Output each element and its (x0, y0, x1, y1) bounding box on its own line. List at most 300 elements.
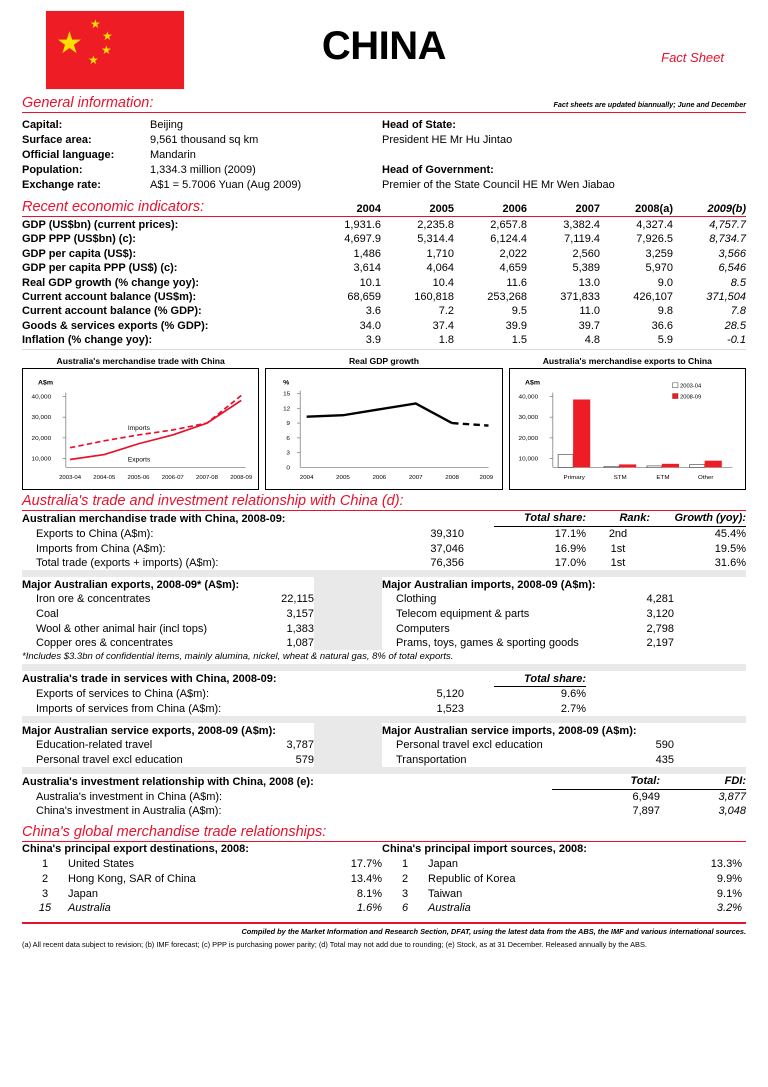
global-trade-block (22, 842, 746, 916)
column-gutter (314, 577, 382, 650)
services-trade-block (22, 671, 746, 716)
row-label: Total trade (exports + imports) (A$m): (36, 557, 219, 570)
table-row (22, 636, 314, 651)
cell-value: 5,120 (436, 688, 464, 701)
table-row (382, 871, 742, 886)
svg-text:Exports: Exports (127, 456, 151, 464)
table-row (22, 621, 314, 636)
svg-text:2008: 2008 (445, 475, 460, 482)
section-title: China's global merchandise trade relationships: (22, 823, 327, 840)
column-header-rank: Rank: (586, 511, 650, 526)
cell-value: 36.6 (651, 319, 673, 332)
row-label: Telecom equipment & parts (396, 607, 530, 620)
svg-text:2008-09: 2008-09 (679, 394, 701, 401)
line-chart-svg (266, 369, 501, 489)
table-row (22, 607, 314, 622)
cell-value: 34.0 (359, 319, 381, 332)
table-row (382, 636, 674, 651)
svg-text:2005-06: 2005-06 (127, 475, 150, 482)
cell-growth: 45.4% (714, 527, 746, 540)
gi-right-value: President HE Mr Hu Jintao (382, 134, 513, 147)
svg-text:2006-07: 2006-07 (161, 475, 184, 482)
cell-value: 4,659 (499, 262, 527, 275)
row-label: Real GDP growth (% change yoy): (22, 276, 200, 289)
cell-value: 5,970 (645, 262, 673, 275)
cell-value: 1,383 (286, 622, 314, 635)
block-title: Major Australian service exports, 2008-09 (A$m): (22, 724, 276, 737)
merchandise-trade-table (22, 511, 746, 570)
chart-merchandise-exports (509, 356, 746, 490)
svg-text:2007-08: 2007-08 (195, 475, 218, 482)
cell-value: 5.9 (600, 333, 673, 350)
table-row (22, 133, 746, 148)
cell-value: 2,197 (646, 637, 674, 650)
cell-value: 9.8 (657, 305, 673, 318)
table-row (22, 871, 382, 886)
svg-text:40,000: 40,000 (518, 393, 538, 401)
svg-text:10,000: 10,000 (31, 455, 52, 463)
svg-text:20,000: 20,000 (518, 435, 538, 442)
section-title: General information: (22, 95, 154, 111)
column-header-total-share: Total share: (494, 511, 586, 526)
major-exports-column (22, 577, 314, 650)
block-title: Australia's trade in services with China, 2008-09: (22, 672, 277, 685)
table-row (22, 177, 746, 192)
row-label: Computers (396, 622, 450, 635)
cell-value: 1,087 (286, 637, 314, 650)
table-row (382, 738, 674, 753)
cell-rank: 3 (41, 887, 49, 900)
svg-text:2007: 2007 (409, 475, 423, 482)
chart-frame (22, 368, 259, 490)
table-row (22, 261, 746, 275)
compiled-by-note: Compiled by the Market Information and Research Section, DFAT, using the latest data from the ABS, the IMF and various international sources. (241, 926, 746, 936)
cell-value: 1,523 (436, 702, 464, 715)
cell-rank: 2 (41, 872, 49, 885)
cell-value: 5,389 (572, 262, 600, 275)
gi-spacer (382, 148, 746, 163)
cell-value: 8.5 (730, 276, 746, 289)
cell-fdi: 3,048 (718, 805, 746, 818)
general-information-heading (22, 95, 746, 113)
cell-value: 13.0 (578, 276, 600, 289)
svg-text:40,000: 40,000 (31, 393, 52, 401)
table-row (22, 275, 746, 289)
chart-frame (265, 368, 502, 490)
cell-value: 11.0 (579, 305, 600, 318)
table-row (22, 148, 746, 163)
cell-value: 1,710 (426, 247, 454, 260)
cell-country: Japan (428, 857, 458, 870)
cell-growth: 31.6% (714, 557, 746, 570)
cell-value: 371,833 (560, 290, 600, 303)
row-label: Exports of services to China (A$m): (36, 688, 210, 701)
column-gutter (314, 723, 382, 767)
svg-text:3: 3 (286, 449, 291, 457)
service-imports-column (382, 723, 674, 767)
year-header: 2008(a) (635, 202, 673, 215)
cell-value: 9.5 (511, 305, 527, 318)
year-header: 2004 (356, 202, 381, 215)
cell-value: 7.8 (730, 305, 746, 318)
svg-text:10,000: 10,000 (518, 455, 538, 463)
cell-value: 37.4 (432, 319, 454, 332)
cell-value: 3,120 (646, 607, 674, 620)
svg-text:Imports: Imports (127, 425, 150, 432)
row-label: Copper ores & concentrates (36, 637, 173, 650)
row-label: Goods & services exports (% GDP): (22, 319, 209, 332)
table-row (22, 290, 746, 304)
spacer-cell (586, 702, 746, 717)
year-header: 2009(b) (707, 202, 746, 215)
cell-value: 590 (655, 739, 674, 752)
cell-value: 39.7 (578, 319, 600, 332)
table-row (22, 304, 746, 318)
table-row (22, 247, 746, 261)
exports-footnote: *Includes $3.3bn of confidential items, mainly alumina, nickel, wheat & natural gas, 8% of total exports. (22, 651, 454, 663)
row-label: Wool & other animal hair (incl tops) (36, 622, 207, 635)
svg-text:2003-04: 2003-04 (59, 475, 82, 482)
row-label: Personal travel excl education (36, 753, 183, 766)
cell-value: -0.1 (673, 333, 746, 350)
investment-table (22, 774, 746, 819)
svg-text:2004-05: 2004-05 (93, 475, 116, 482)
cell-value: 3.9 (308, 333, 381, 350)
gi-value: 1,334.3 million (2009) (150, 163, 256, 176)
flag-star-3: ★ (101, 43, 112, 57)
table-row (22, 319, 746, 333)
global-trade-heading (22, 824, 746, 842)
svg-text:Other: Other (697, 475, 714, 482)
export-destinations-table (22, 842, 382, 916)
flag-star-2: ★ (102, 29, 113, 43)
cell-total: 7,897 (632, 805, 660, 818)
row-label: Imports from China (A$m): (36, 542, 166, 555)
gi-right-label: Head of Government: (382, 163, 494, 176)
cell-value: 7,119.4 (564, 233, 600, 246)
section-title: Australia's trade and investment relationship with China (d): (22, 493, 404, 510)
svg-text:15: 15 (283, 390, 291, 398)
cell-country: Japan (68, 887, 98, 900)
cell-value: 4,327.4 (636, 219, 673, 232)
gi-label: Capital: (22, 119, 63, 132)
svg-text:12: 12 (283, 405, 291, 413)
cell-value: 3,157 (286, 607, 314, 620)
general-information-block (22, 118, 746, 192)
cell-percent: 17.7% (350, 857, 382, 870)
page-title: CHINA (321, 24, 447, 68)
table-row (382, 857, 742, 872)
gi-value: Beijing (150, 119, 184, 132)
table-row (22, 738, 314, 753)
cell-rank: 1 (401, 857, 409, 870)
cell-value: 579 (295, 753, 314, 766)
page-header (22, 0, 746, 92)
cell-share: 9.6% (560, 688, 586, 701)
flag-star-4: ★ (88, 53, 99, 67)
spacer-cell (374, 511, 494, 526)
svg-text:6: 6 (286, 435, 291, 442)
year-header: 2005 (429, 202, 454, 215)
table-row (22, 723, 314, 738)
table-row (22, 556, 746, 571)
row-label: Clothing (396, 593, 437, 606)
table-row (22, 857, 382, 872)
major-imports-table (382, 577, 674, 650)
update-note: Fact sheets are updated biannually; June and December (553, 100, 746, 109)
row-label: Exports to China (A$m): (36, 527, 154, 540)
cell-value: 3,787 (286, 739, 314, 752)
cell-value: 3,614 (353, 262, 381, 275)
cell-value: 6,546 (718, 262, 746, 275)
investment-block (22, 774, 746, 819)
spacer-cell (586, 671, 746, 686)
svg-text:2003-04: 2003-04 (679, 383, 701, 390)
table-row (22, 687, 746, 702)
cell-value: 10.1 (359, 276, 381, 289)
gi-label: Exchange rate: (22, 178, 101, 191)
chart-real-gdp-growth (265, 356, 502, 490)
cell-value: 39.9 (505, 319, 527, 332)
cell-value: 4.8 (527, 333, 600, 350)
cell-value: 435 (655, 753, 674, 766)
gi-label: Official language: (22, 148, 115, 161)
cell-value: 2,657.8 (490, 219, 527, 232)
cell-rank: 1 (41, 857, 49, 870)
import-sources-column (382, 842, 742, 916)
svg-text:A$m: A$m (37, 380, 54, 387)
cell-value: 3,259 (645, 247, 673, 260)
economic-indicators-table (22, 218, 746, 350)
row-label: Current account balance (% GDP): (22, 305, 202, 318)
fact-sheet-label: Fact Sheet (661, 50, 724, 65)
flag-star-large: ★ (56, 27, 83, 60)
cell-share: 16.9% (554, 542, 586, 555)
cell-value: 8,734.7 (709, 233, 746, 246)
cell-country: Australia (68, 902, 111, 915)
merchandise-trade-block (22, 511, 746, 570)
cell-share: 2.7% (560, 702, 586, 715)
svg-text:30,000: 30,000 (518, 414, 538, 422)
export-destinations-column (22, 842, 382, 916)
cell-percent: 9.1% (716, 887, 742, 900)
table-row (22, 592, 314, 607)
cell-share: 17.0% (554, 557, 586, 570)
cell-value: 4,757.7 (709, 219, 746, 232)
row-label: Current account balance (US$m): (22, 290, 197, 303)
gi-label: Surface area: (22, 134, 92, 147)
table-row (382, 577, 674, 592)
column-header-total-share: Total share: (494, 671, 586, 686)
column-header-fdi: FDI: (660, 774, 746, 789)
flag-star-1: ★ (90, 17, 101, 31)
section-divider-band (22, 767, 746, 774)
cell-value: 4,697.9 (344, 233, 381, 246)
cell-country: Australia (428, 902, 471, 915)
column-header-growth: Growth (yoy): (650, 511, 746, 526)
gi-value: Mandarin (150, 148, 196, 161)
spacer-cell (374, 671, 494, 686)
cell-value: 39,310 (430, 527, 464, 540)
chart-title: Australia's merchandise exports to China (542, 356, 712, 367)
cell-value: 11.6 (506, 276, 527, 289)
row-label: Transportation (396, 753, 467, 766)
row-label: Education-related travel (36, 739, 153, 752)
section-divider-band (22, 664, 746, 671)
spacer-cell (586, 687, 746, 702)
row-label: Imports of services from China (A$m): (36, 702, 222, 715)
cell-value: 9.0 (657, 276, 673, 289)
cell-country: Hong Kong, SAR of China (68, 872, 196, 885)
cell-value: 10.4 (432, 276, 454, 289)
table-row (22, 671, 746, 686)
table-row (22, 789, 746, 804)
table-row (22, 752, 314, 767)
cell-value: 37,046 (430, 542, 464, 555)
svg-text:2006: 2006 (372, 475, 387, 482)
services-trade-table (22, 671, 746, 716)
gi-right-label: Head of State: (382, 119, 456, 132)
cell-total: 6,949 (632, 790, 660, 803)
year-header: 2007 (575, 202, 600, 215)
block-title: China's principal import sources, 2008: (382, 843, 587, 856)
chart-title: Australia's merchandise trade with China (56, 356, 225, 367)
table-row (382, 842, 742, 857)
section-divider-band (22, 570, 746, 577)
cell-value: 22,115 (281, 593, 314, 606)
svg-text:2009: 2009 (479, 475, 494, 482)
table-row (22, 511, 746, 526)
cell-percent: 13.4% (350, 872, 382, 885)
block-title: Major Australian service imports, 2008-09 (A$m): (382, 724, 637, 737)
cell-rank: 2nd (608, 527, 628, 540)
chart-merchandise-trade (22, 356, 259, 490)
block-title: Australian merchandise trade with China, 2008-09: (22, 512, 286, 525)
cell-rank: 6 (401, 902, 409, 915)
gi-value: 9,561 thousand sq km (150, 134, 259, 147)
row-label: Coal (36, 607, 59, 620)
cell-value: 4,281 (646, 593, 674, 606)
cell-value: 76,356 (430, 557, 464, 570)
cell-share: 17.1% (554, 527, 586, 540)
service-exports-table (22, 723, 314, 767)
table-row (22, 333, 746, 350)
cell-value: 1.5 (454, 333, 527, 350)
table-row (382, 886, 742, 901)
cell-percent: 1.6% (356, 902, 382, 915)
cell-value: 160,818 (414, 290, 454, 303)
major-services-block (22, 723, 746, 767)
cell-value: 4,064 (426, 262, 454, 275)
svg-text:STM: STM (613, 475, 627, 482)
cell-percent: 8.1% (356, 887, 382, 900)
table-row (22, 804, 746, 819)
svg-text:%: % (283, 380, 290, 387)
svg-text:2005: 2005 (336, 475, 351, 482)
row-label: GDP PPP (US$bn) (c): (22, 233, 136, 246)
table-row (22, 842, 382, 857)
column-header-total: Total: (552, 774, 660, 789)
cell-percent: 3.2% (716, 902, 742, 915)
footnotes: (a) All recent data subject to revision; (b) IMF forecast; (c) PPP is purchasing power parity; (d) Total may not add due to rounding; (e) Stock, as at 31 December. Released annually by the ABS. (22, 939, 647, 949)
table-row (382, 901, 742, 916)
block-title: China's principal export destinations, 2008: (22, 843, 249, 856)
row-label: China's investment in Australia (A$m): (36, 805, 222, 818)
trade-investment-heading (22, 493, 746, 511)
year-header: 2006 (502, 202, 527, 215)
cell-value: 1,931.6 (344, 219, 381, 232)
cell-value: 3,382.4 (563, 219, 600, 232)
table-row (22, 886, 382, 901)
section-divider-band (22, 716, 746, 723)
major-imports-column (382, 577, 674, 650)
row-label: GDP per capita PPP (US$) (c): (22, 262, 178, 275)
table-row (22, 577, 314, 592)
row-label: Personal travel excl education (396, 739, 543, 752)
cell-rank: 1st (610, 542, 626, 555)
table-row (382, 607, 674, 622)
bar-chart-svg (510, 369, 745, 489)
table-row (382, 592, 674, 607)
svg-text:30,000: 30,000 (31, 414, 52, 422)
block-title: Major Australian imports, 2008-09 (A$m): (382, 578, 596, 591)
general-information-table (22, 118, 746, 192)
block-title: Australia's investment relationship with China, 2008 (e): (22, 775, 314, 788)
gi-value: A$1 = 5.7006 Yuan (Aug 2009) (150, 178, 302, 191)
chart-frame (509, 368, 746, 490)
economic-indicators-year-headers (308, 203, 746, 215)
major-exports-table (22, 577, 314, 650)
cell-value: 7.2 (438, 305, 454, 318)
cell-value: 2,798 (646, 622, 674, 635)
gi-right-value: Premier of the State Council HE Mr Wen Jiabao (382, 178, 615, 191)
service-imports-table (382, 723, 674, 767)
cell-percent: 9.9% (716, 872, 742, 885)
cell-value: 1,486 (353, 247, 381, 260)
svg-text:A$m: A$m (524, 380, 540, 387)
cell-rank: 15 (38, 902, 52, 915)
svg-text:9: 9 (286, 420, 291, 428)
cell-country: Republic of Korea (428, 872, 516, 885)
cell-growth: 19.5% (714, 542, 746, 555)
cell-country: Taiwan (428, 887, 463, 900)
cell-value: 371,504 (706, 290, 746, 303)
table-row (382, 723, 674, 738)
table-row (22, 702, 746, 717)
table-row (22, 232, 746, 246)
table-row (382, 752, 674, 767)
cell-value: 3.6 (365, 305, 381, 318)
svg-text:Primary: Primary (563, 475, 585, 482)
svg-text:2008-09: 2008-09 (230, 475, 253, 482)
cell-value: 28.5 (724, 319, 746, 332)
table-row (382, 621, 674, 636)
cell-value: 2,235.8 (417, 219, 454, 232)
table-row (22, 162, 746, 177)
import-sources-table (382, 842, 742, 916)
cell-value: 6,124.4 (490, 233, 527, 246)
cell-value: 2,022 (499, 247, 527, 260)
table-row (22, 218, 746, 232)
cell-value: 3,566 (718, 247, 746, 260)
row-label: GDP per capita (US$): (22, 247, 137, 260)
row-label: Iron ore & concentrates (36, 593, 151, 606)
table-row (22, 526, 746, 541)
cell-value: 253,268 (487, 290, 527, 303)
cell-rank: 2 (401, 872, 409, 885)
svg-text:ETM: ETM (656, 475, 670, 482)
cell-percent: 13.3% (710, 857, 742, 870)
